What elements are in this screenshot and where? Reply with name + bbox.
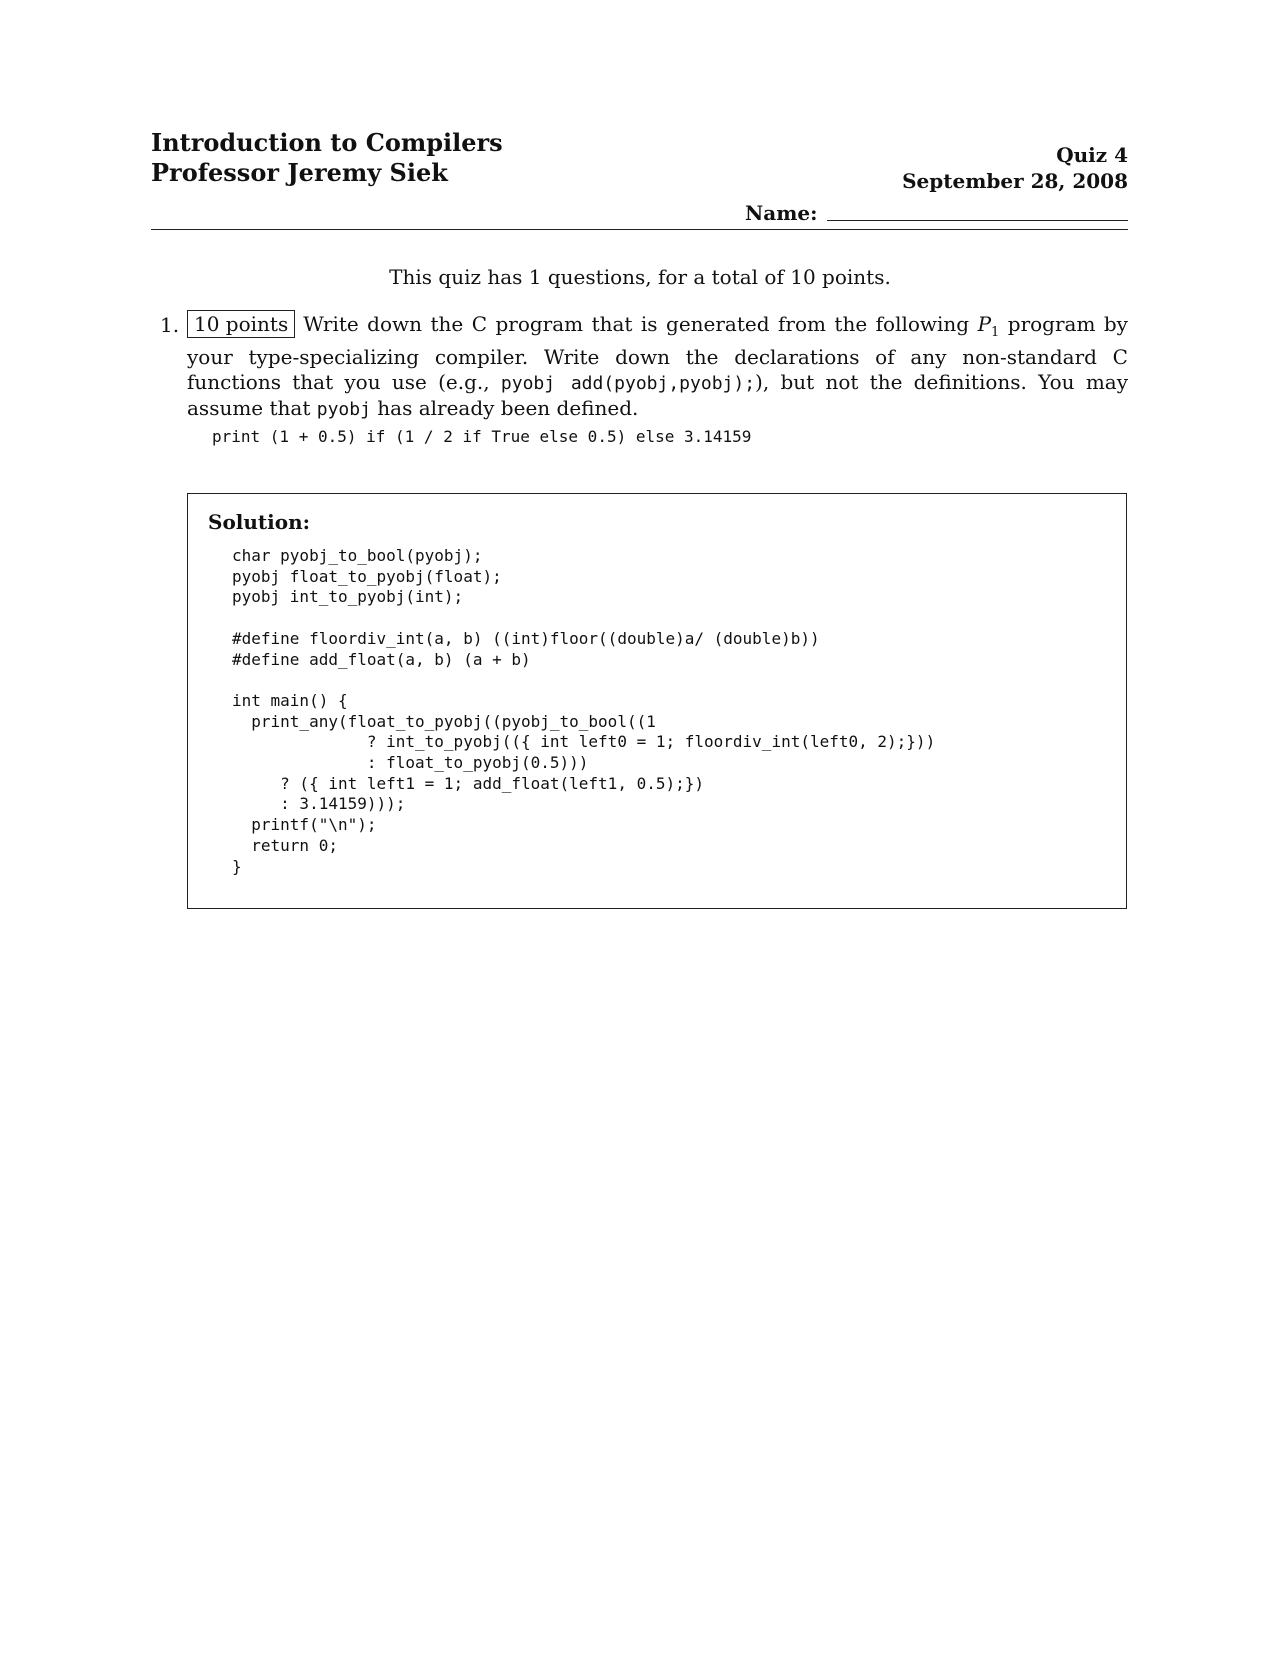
- professor-name: Professor Jeremy Siek: [151, 158, 448, 187]
- question-text-part: program by your type-specializing compiler. Write down the declarations of any non-standard C functions that you use (e.g.,: [187, 312, 1128, 394]
- course-title: Introduction to Compilers: [151, 128, 503, 157]
- header-divider: [151, 229, 1128, 230]
- name-field-line: [827, 220, 1128, 221]
- math-subscript: 1: [991, 325, 1000, 340]
- course-header: [151, 128, 503, 188]
- math-variable: [977, 312, 1000, 340]
- inline-code: pyobj: [316, 399, 371, 420]
- question-text-part: has already been defined.: [370, 396, 639, 420]
- solution-code: char pyobj_to_bool(pyobj); pyobj float_to_pyobj(float); pyobj int_to_pyobj(int); #define floordiv_int(a, b) ((int)floor((double)a/ (double)b)) #define add_float(a, b) (a + b) int main() { print_any(float_to_pyobj((pyobj_to_bool((1 ? int_to_pyobj(({ int left0 = 1; floordiv_int(left0, 2);})) : float_to_pyobj(0.5))) ? ({ int left1 = 1; add_float(left1, 0.5);}) : 3.14159))); printf("\n"); return 0; }: [232, 546, 936, 876]
- solution-box: [187, 493, 1127, 909]
- question-text: [187, 310, 1128, 422]
- question-text-part: ), but not the definitions. You may assume that: [187, 370, 1129, 420]
- points-badge: 10 points: [187, 310, 295, 338]
- quiz-header: [902, 142, 1128, 194]
- question-number: 1.: [160, 313, 180, 337]
- quiz-intro: This quiz has 1 questions, for a total of 10 points.: [389, 265, 891, 289]
- solution-title: Solution:: [208, 510, 311, 534]
- quiz-date: September 28, 2008: [902, 169, 1128, 193]
- question-text-part: Write down the C program that is generated from the following: [303, 312, 978, 336]
- quiz-number: Quiz 4: [1056, 143, 1128, 167]
- p1-program: print (1 + 0.5) if (1 / 2 if True else 0.5) else 3.14159: [212, 427, 752, 446]
- math-variable-name: P: [977, 312, 992, 336]
- inline-code: pyobj add(pyobj,pyobj);: [500, 373, 756, 394]
- name-label: Name:: [745, 201, 818, 225]
